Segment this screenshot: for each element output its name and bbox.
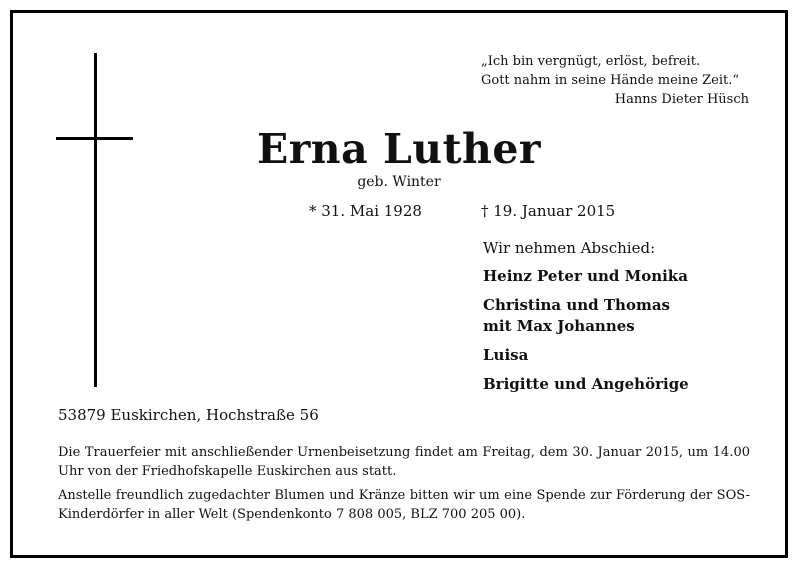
mourners-list <box>483 239 689 403</box>
mourner-name: Heinz Peter und Monika <box>483 267 688 285</box>
mourner-entry <box>483 374 689 395</box>
cross-icon-vertical <box>94 53 97 387</box>
quote-line-2: Gott nahm in seine Hände meine Zeit.“ <box>481 73 740 88</box>
mourner-name: Luisa <box>483 346 529 364</box>
mourners-intro: Wir nehmen Abschied: <box>483 239 656 257</box>
deceased-name: Erna Luther <box>256 125 542 173</box>
death-date: † 19. Januar 2015 <box>481 202 616 220</box>
funeral-info: Die Trauerfeier mit anschließender Urnenbeisetzung findet am Freitag, dem 30. Januar 2015, um 14.00 Uhr von der Friedhofskapelle Euskirchen aus statt. <box>58 445 750 479</box>
donation-info: Anstelle freundlich zugedachter Blumen und Kränze bitten wir um eine Spende zur Förderung der SOS-Kinderdörfer in aller Welt (Spendenkonto 7 808 005, BLZ 700 205 00). <box>58 488 750 522</box>
mourner-entry <box>483 345 689 366</box>
quote-author: Hanns Dieter Hüsch <box>614 92 749 107</box>
mourner-entry <box>483 266 689 287</box>
quote-line-1: „Ich bin vergnügt, erlöst, befreit. <box>481 54 701 69</box>
family-address: 53879 Euskirchen, Hochstraße 56 <box>58 406 319 424</box>
mourner-name: Christina und Thomas <box>483 296 670 314</box>
quote-block <box>449 52 749 109</box>
mourner-entry <box>483 295 689 337</box>
birth-date: * 31. Mai 1928 <box>309 202 422 220</box>
cross-icon-horizontal <box>56 137 133 140</box>
mourner-name: Brigitte und Angehörige <box>483 375 689 393</box>
obituary-notice <box>10 10 788 558</box>
maiden-name: geb. Winter <box>357 174 441 190</box>
mourner-name: mit Max Johannes <box>483 317 635 335</box>
